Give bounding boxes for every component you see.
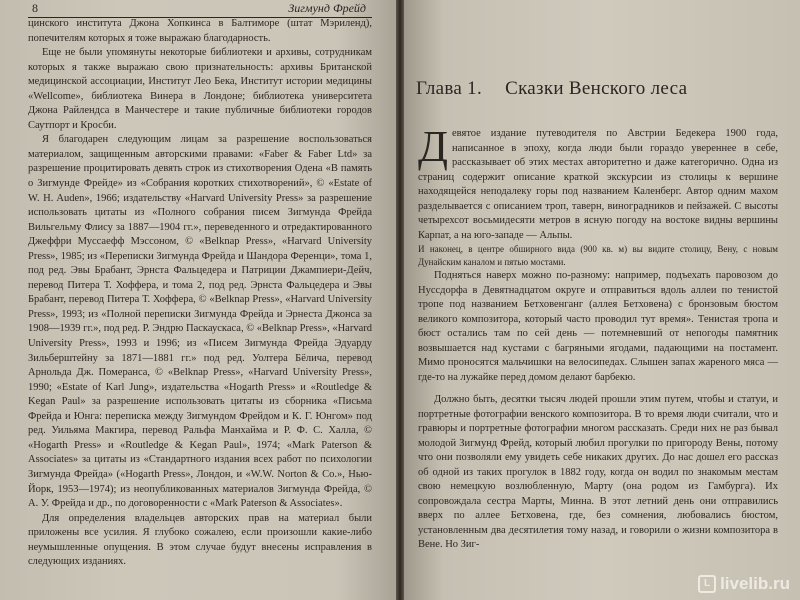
baedeker-quote: И наконец, в центре обширного вида (900 кв. м) вы видите столицу, Вену, с новым Дунайским каналом и пятью мостами. <box>418 244 778 267</box>
chapter-body <box>418 122 778 553</box>
opening-paragraph <box>418 122 778 243</box>
paragraph-permissions: Я благодарен следующим лицам за разрешение воспользоваться материалом, защищенным авторскими правами: «Faber & Faber Ltd» за разрешение процитировать девять строк из стихотворения Одена «В память о Зигмунде Фрейде» из «Собрания коротких стихотворений», © «Estate of W. H. Auden», 1966; издательству «Harvard University Press» за разрешение использовать цитаты из «Полного собрания писем Зигмунда Фрейда Вильгельму Флису за 1887—1904 гг.», переведенного и отредактированного Джеффри Муссаефф Мэссоном, © «Belknap Press», «Harvard University Press», 1985; из «Переписки Зигмунда Фрейда и Шандора Ференци», тома 1, под ред. Эвы Брабант, Эрнста Фальцедера и Патриции Джампиери-Дейч, перевод Питера Т. Хоффера, и тома 2, под ред. Эрнста Фальцедера и Эвы Брабант, перевод Питера Т. Хоффера, © «Belknap Press», «Harvard University Press», 1993; из «Полной переписки Зигмунда Фрейда и Эрнеста Джонса за 1908—1939 гг.», под ред. Р. Эндрю Паскаускаса, © «Belknap Press», «Harvard University Press», 1993 и 1996; из «Писем Зигмунда Фрейда Эдуарду Зильберштейну за 1871—1881 гг.» под ред. Уолтера Бёлича, перевод Арнольда Дж. Померанса, © «Belknap Press», «Harvard University Press», 1990; «Estate of Karl Jung», издательства «Hogarth Press» и «Routledge & Kegan Paul» за разрешение использовать цитаты из сборника «Письма Фрейда и Юнга: переписка между Зигмундом Фрейдом и К. Г. Юнгом» под ред. Уильяма Макгира, перевод Ральфа Манхайма и Р. Ф. С. Халла, © «Hogarth Press» и «Routledge & Kegan Paul», 1974; «Mark Paterson & Associates» за цитаты из «Стандартного издания всех работ по психологии Зигмунда Фрейда» («Hogarth Press», Лондон, и «W.W. Norton & Co.», Нью-Йорк, 1953—1974); из неопубликованных материалов Зигмунда Фрейда, © А. У. Фрейда и др., по договоренности с «Mark Paterson & Associates». <box>28 134 372 510</box>
chapter-label: Глава 1. <box>416 78 483 99</box>
watermark-brand: livelib.ru <box>720 574 790 593</box>
paragraph-freud-walks: Должно быть, десятки тысяч людей прошли этим путем, чтобы и статуи, и портретные фотографии венского композитора. В то время люди считали, что и гравюры и портретные фотографии многом рассказать. Среди них не раз бывал молодой Зигмунд Фрейд, который любил прогулки по пригороду Вены, потому что они позволяли ему увидеть себе никаких других. До нас дошел его рассказ об одной из таких прогулок в 1882 году, когда он водил по знакомым местам свою немецкую возлюбленную, Марту (она родом из Гамбурга). Их сопровождала сестра Марты, Минна. В этот летний день они отправились вверх по аллее Бетховена, где, без сомнения, любовались бюстом, установленным два десятилетия тому назад, и говорили о жизни композитора в Вене. Но Зиг- <box>418 394 778 550</box>
opening-paragraph-text: евятое издание путеводителя по Австрии Бедекера 1900 года, написанное в эпоху, когда люди были гораздо увереннее в себе, рассказывает об этих местах авторитетно и даже категорично. Одна из страниц содержит описание краткой экскурсии из столицы к вершине находящейся неподалеку горы под названием Каленберг. Автор одним махом разделывается с описанием троп, таверн, виноградников и пейзажей. С высоты четырехсот восьмидесяти метров в ясную погоду на востоке видны вершины Карпат, а на юго-западе — Альпы. <box>418 128 778 241</box>
paragraph-libraries: Еще не были упомянуты некоторые библиотеки и архивы, сотрудникам которых я также выражаю свою признательность: архивы Британской медицинской ассоциации, Институт Лео Бека, Институт истории медицины «Wellcome», библиотека Винера в Лондоне; библиотека университета Джона Райлендса в Манчестере и такие публичные библиотеки городов Саутпорт и Кросби. <box>28 47 372 131</box>
running-title: Зигмунд Фрейд <box>288 1 366 15</box>
livelib-logo-icon: L <box>698 575 716 593</box>
page-number: 8 <box>32 1 38 15</box>
paragraph-beethovengang: Подняться наверх можно по-разному: например, подъехать паровозом до Нуссдорфа в Девятнадцатом округе и отправиться вдоль аллеи по тенистой тропе под названием Бетховенганг (аллея Бетховена) с бронзовым бюстом великого композитора, который часто проводил тут время». Тенистая тропа и бюст остались там по сей день — потемневший от непогоды памятник возвышается над кустами с багряными ягодами, падающими на постамент. Мимо проносятся мальчишки на велосипедах. Слышен запах жареного мяса — где-то на лужайке перед домом делают барбекю. <box>418 270 778 383</box>
paragraph-copyright-note: Для определения владельцев авторских прав на материал были приложены все усилия. Я глубоко сожалею, если произошли какие-либо неумышленные опущения. В этом случае будут внесены исправления в следующих изданиях. <box>28 512 372 568</box>
book-gutter <box>396 0 404 600</box>
drop-cap: Д <box>418 122 449 171</box>
chapter-heading <box>416 78 776 100</box>
paragraph-continued: цинского института Джона Хопкинса в Балтиморе (штат Мэриленд), попечителям которых я тоже выражаю благодарность. <box>28 18 372 44</box>
chapter-title: Сказки Венского леса <box>505 78 688 99</box>
acknowledgements-text <box>28 17 372 570</box>
watermark <box>698 574 790 594</box>
left-page <box>0 0 396 600</box>
